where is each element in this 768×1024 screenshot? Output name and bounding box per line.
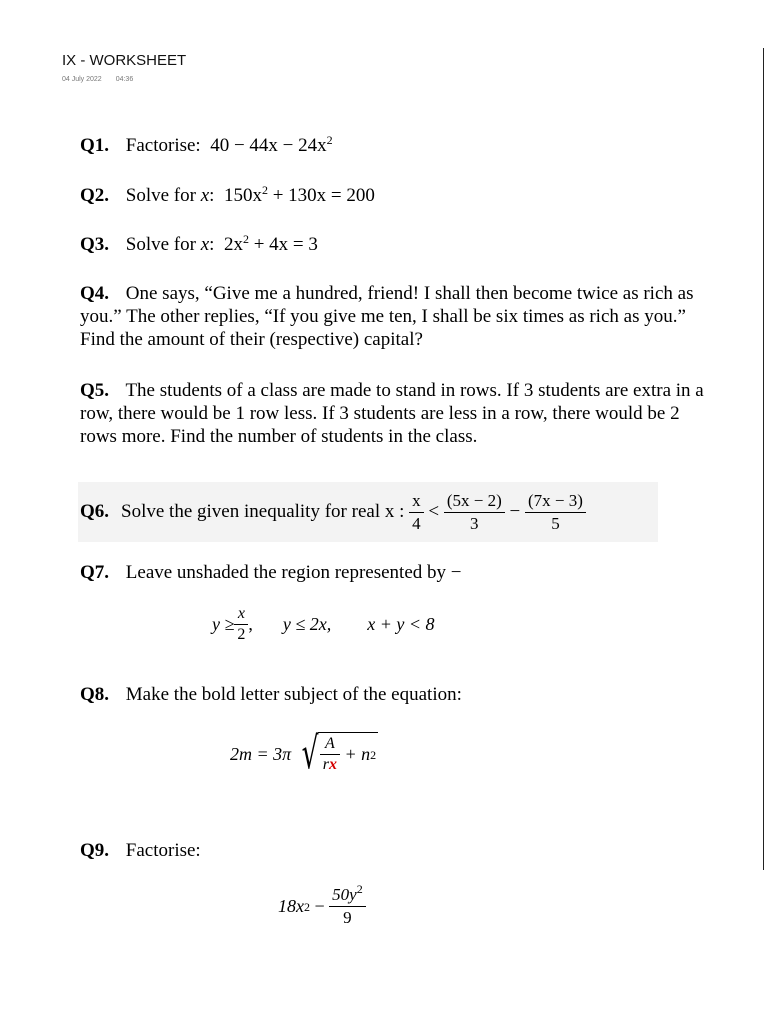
question-text: Leave unshaded the region represented by − — [125, 562, 462, 583]
question-2: Q2. Solve for x: $150x^2 + 130x = 200$ — [80, 183, 375, 206]
question-text: Make the bold letter subject of the equation: — [125, 684, 462, 705]
equation: 2m = 3π √ $\frac{A}{rx}$ + n 2 — [230, 728, 377, 779]
question-1 — [80, 134, 333, 157]
question-text: One says, “Give me a hundred, friend! I shall then become twice as rich as you.” The other replies, “If you give me ten, I shall be six times as rich as you.” Find the amount of their (respective) capital? — [80, 283, 694, 350]
question-5 — [80, 379, 720, 448]
question-text: Solve for — [125, 234, 196, 255]
date-label: 04 July 2022 — [62, 76, 102, 83]
time-label: 04:36 — [115, 76, 134, 83]
question-3: Q3. Solve for x: $2x^2 + 4x = 3$ — [80, 232, 318, 255]
question-7 — [80, 561, 461, 584]
question-text: Solve the given inequality for real x : — [121, 501, 405, 522]
question-number: Q6. — [80, 501, 110, 522]
expression: 18x 2 − $\frac{50y^2}{9}$ — [278, 885, 366, 928]
square-root: √ $\frac{A}{rx}$ + n 2 — [301, 728, 377, 779]
worksheet-title: IX - WORKSHEET — [62, 52, 187, 69]
fraction: $\frac{(5x - 2)}{3}$ — [444, 491, 505, 534]
fraction: $\frac{A}{rx}$ — [320, 735, 340, 774]
question-number: Q4. — [80, 283, 110, 304]
variable: x — [200, 185, 210, 206]
math-expression: $40 - 44x - 24x^2$ — [210, 133, 333, 156]
question-number: Q2. — [80, 185, 110, 206]
question-number: Q1. — [80, 135, 110, 156]
question-number: Q7. — [80, 562, 110, 583]
page-margin-line — [763, 48, 764, 870]
fraction: $\frac{x}{2}$ — [234, 605, 248, 644]
question-number: Q3. — [80, 234, 110, 255]
variable: x — [200, 234, 210, 255]
question-text: Factorise: — [125, 135, 201, 156]
question-9 — [80, 839, 201, 862]
fraction: $\frac{x}{4}$ — [409, 491, 424, 534]
question-8 — [80, 683, 462, 706]
math-expression: $150x^2 + 130x = 200$ — [223, 183, 375, 206]
fraction: $\frac{50y^2}{9}$ — [329, 885, 366, 928]
question-number: Q9. — [80, 840, 110, 861]
question-text: Factorise: — [125, 840, 201, 861]
question-number: Q5. — [80, 380, 110, 401]
question-number: Q8. — [80, 684, 110, 705]
question-6: Q6. Solve the given inequality for real x : $\frac{x}{4}$ < $\frac{(5x - 2)}{3}$ − $\frac{(7x - 3)}{5}$ — [78, 482, 658, 542]
math-expression: $2x^2 + 4x = 3$ — [223, 232, 318, 255]
inequality-system: y ≥ $\frac{x}{2}$ , y ≤ 2x, x + y < 8 — [212, 605, 435, 643]
fraction: $\frac{(7x - 3)}{5}$ — [525, 491, 586, 534]
question-text: Solve for — [125, 185, 196, 206]
timestamp — [62, 76, 147, 83]
question-text: The students of a class are made to stand in rows. If 3 students are extra in a row, there would be 1 row less. If 3 students are less in a row, there would be 2 rows more. Find the number of students in the class. — [80, 380, 704, 447]
question-4 — [80, 282, 720, 351]
bold-subject-letter: x — [328, 756, 337, 773]
